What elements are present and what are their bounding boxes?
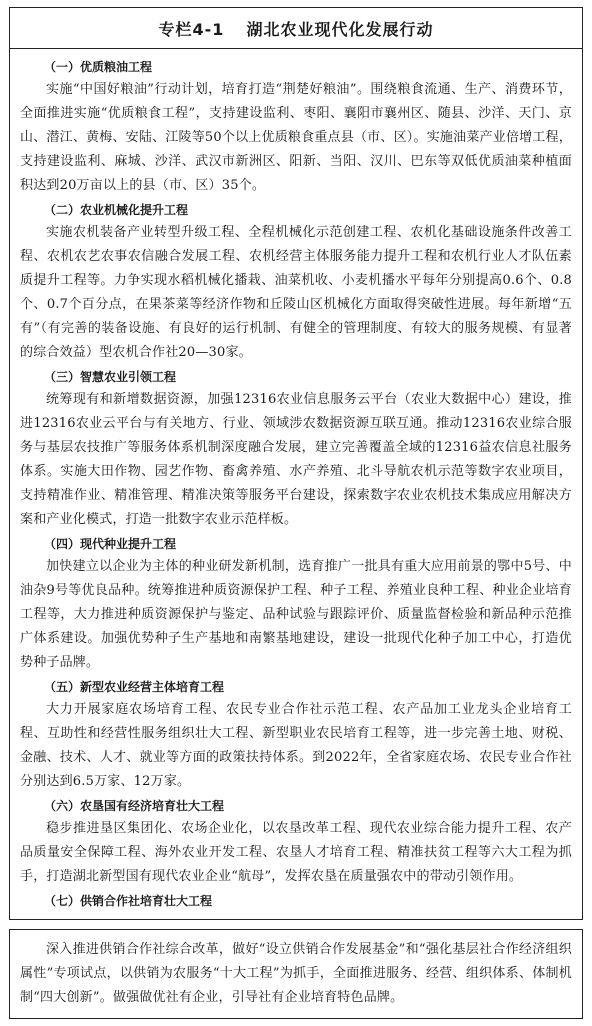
section-3 [20, 367, 572, 532]
section-body: 加快建立以企业为主体的种业研发新机制，选育推广一批具有重大应用前景的鄂中5号、中油杂9号等优良品种。统筹推进种质资源保护工程、种子工程、养殖业良种工程、种业企业培育工程等，大力推进种质资源保护与鉴定、品种试验与跟踪评价、质量监督检验和新品种示范推广体系建设。加强优势种子生产基地和南繁基地建设，建设一批现代化种子加工中心，打造优势种子品牌。 [20, 559, 572, 670]
box-title-code: 专栏4-1 [158, 19, 225, 39]
section-body: 大力开展家庭农场培育工程、农民专业合作社示范工程、农产品加工业龙头企业培育工程、互助性和经营性服务组织壮大工程、新型职业农民培育工程等，进一步完善土地、财税、金融、技术、人才、就业等方面的政策扶持体系。到2022年，全省家庭农场、农民专业合作社分别达到6.5万家、12万家。 [20, 702, 572, 789]
section-body: 统筹现有和新增数据资源，加强12316农业信息服务云平台（农业大数据中心）建设，推进12316农业云平台与有关地方、行业、领域涉农数据资源互联互通。推动12316农业综合服务与基层农技推广等服务体系机制深度融合发展，建立完善覆盖全域的12316益农信息社服务体系。实施大田作物、园艺作物、畜禽养殖、水产养殖、北斗导航农机示范等数字农业项目，支持精准作业、精准管理、精准决策等服务平台建设，探索数字农业农机技术集成应用解决方案和产业化模式，打造一批数字农业示范样板。 [20, 392, 572, 527]
section-heading: （六）农垦国有经济培育壮大工程 [44, 799, 225, 813]
section-body: 实施农机装备产业转型升级工程、全程机械化示范创建工程、农机化基础设施条件改善工程、农机农艺农事农信融合发展工程、农机经营主体服务能力提升工程和农机行业人才队伍素质提升工程等。力争实现水稻机械化播栽、油菜机收、小麦机播水平每年分别提高0.6个、0.8个、0.7个百分点，在果茶菜等经济作物和丘陵山区机械化方面取得突破性进展。每年新增“五有”（有完善的装备设施、有良好的运行机制、有健全的管理制度、有较大的服务规模、有显著的综合效益）型农机合作社20—30家。 [20, 225, 572, 360]
section-body: 稳步推进垦区集团化、农场企业化，以农垦改革工程、现代农业综合能力提升工程、农产品质量安全保障工程、海外农业开发工程、农垦人才培育工程、精准扶贫工程等六大工程为抓手，打造湖北新型国有现代农业企业“航母”，发挥农垦在质量强农中的带动引领作用。 [20, 821, 572, 884]
continuation-body: 深入推进供销合作社综合改革，做好“设立供销合作发展基金”和“强化基层社合作经济组织属性”专项试点，以供销为农服务“十大工程”为抓手，全面推进服务、经营、组织体系、体制机制“四大创新”。做强做优社有企业，引导社有企业培育特色品牌。 [20, 942, 572, 1005]
section-heading: （二）农业机械化提升工程 [44, 203, 189, 217]
continuation-content [10, 930, 582, 1010]
section-4 [20, 534, 572, 675]
section-heading: （四）现代种业提升工程 [44, 537, 177, 551]
section-1 [20, 57, 572, 198]
feature-box [9, 7, 583, 920]
box-title [10, 8, 582, 49]
box-title-text: 湖北农业现代化发展行动 [246, 19, 434, 39]
section-body: 实施“中国好粮油”行动计划，培育打造“荆楚好粮油”。围绕粮食流通、生产、消费环节，全面推进实施“优质粮食工程”，支持建设监利、枣阳、襄阳市襄州区、随县、沙洋、天门、京山、潜江、黄梅、安陆、江陵等50个以上优质粮食重点县（市、区）。实施油菜产业倍增工程，支持建设监利、麻城、沙洋、武汉市新洲区、阳新、当阳、汉川、巴东等双低优质油菜种植面积达到20万亩以上的县（市、区）35个。 [20, 82, 572, 193]
section-6 [20, 796, 572, 889]
section-heading: （七）供销合作社培育壮大工程 [44, 894, 213, 908]
section-heading: （一）优质粮油工程 [44, 60, 153, 74]
section-heading: （五）新型农业经营主体培育工程 [44, 680, 225, 694]
section-7 [20, 891, 572, 912]
section-2 [20, 200, 572, 365]
section-5 [20, 677, 572, 794]
box-content [10, 49, 582, 912]
section-heading: （三）智慧农业引领工程 [44, 370, 177, 384]
continuation-box [9, 929, 583, 1019]
